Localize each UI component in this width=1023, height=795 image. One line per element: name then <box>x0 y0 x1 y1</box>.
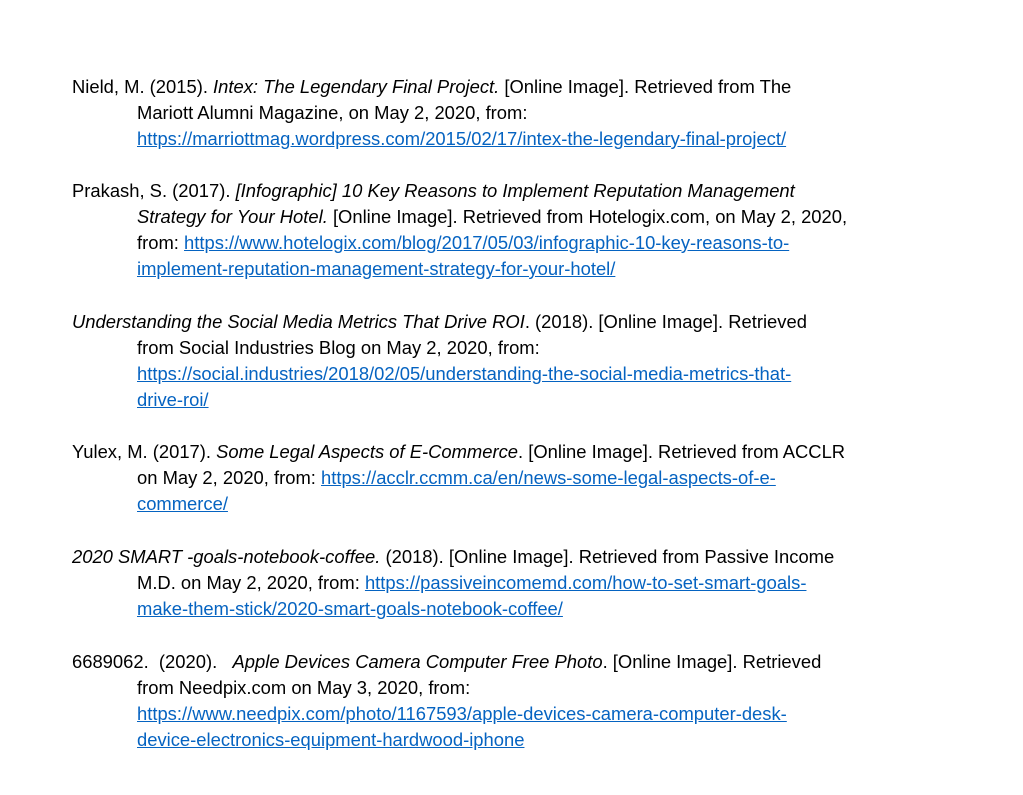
reference-link[interactable]: https://acclr.ccmm.ca/en/news-some-legal-aspects-of-e- <box>321 467 776 488</box>
reference-line <box>72 649 821 675</box>
author-year: Nield, M. (2015). <box>72 76 214 97</box>
reference-line <box>72 100 791 126</box>
reference-line <box>72 465 845 491</box>
reference-link[interactable]: https://www.hotelogix.com/blog/2017/05/03/infographic-10-key-reasons-to- <box>184 232 790 253</box>
source-text: M.D. on May 2, 2020, from: <box>137 572 365 593</box>
reference-line <box>72 387 807 413</box>
reference-link[interactable]: commerce/ <box>137 493 228 514</box>
work-title: Understanding the Social Media Metrics That Drive ROI <box>72 311 525 332</box>
reference-link[interactable]: drive-roi/ <box>137 389 209 410</box>
source-text: on May 2, 2020, from: <box>137 467 321 488</box>
work-title: Intex: The Legendary Final Project. <box>213 76 500 97</box>
source-text: . [Online Image]. Retrieved <box>602 651 822 672</box>
reference-line <box>72 335 807 361</box>
reference-line <box>72 309 807 335</box>
source-text: [Online Image]. Retrieved from The <box>499 76 792 97</box>
reference-line <box>72 74 791 100</box>
reference-link[interactable]: implement-reputation-management-strategy-for-your-hotel/ <box>137 258 616 279</box>
reference-entry <box>72 178 847 282</box>
reference-link[interactable]: make-them-stick/2020-smart-goals-notebook-coffee/ <box>137 598 563 619</box>
source-text: . [Online Image]. Retrieved from ACCLR <box>518 441 846 462</box>
source-text: [Online Image]. Retrieved from Hotelogix.com, on May 2, 2020, <box>327 206 848 227</box>
reference-line <box>72 256 847 282</box>
reference-line <box>72 570 834 596</box>
reference-line <box>72 178 847 204</box>
work-title: Strategy for Your Hotel. <box>137 206 328 227</box>
reference-line <box>72 439 845 465</box>
reference-line <box>72 491 845 517</box>
reference-entry <box>72 649 821 753</box>
source-text: (2018). [Online Image]. Retrieved from Passive Income <box>380 546 835 567</box>
reference-line <box>72 596 834 622</box>
reference-line <box>72 230 847 256</box>
work-title: 2020 SMART -goals-notebook-coffee. <box>72 546 381 567</box>
reference-line <box>72 727 821 753</box>
reference-entry <box>72 74 791 152</box>
reference-line <box>72 544 834 570</box>
reference-line <box>72 675 821 701</box>
reference-link[interactable]: device-electronics-equipment-hardwood-iphone <box>137 729 525 750</box>
reference-entry <box>72 544 834 622</box>
reference-link[interactable]: https://marriottmag.wordpress.com/2015/02/17/intex-the-legendary-final-project/ <box>137 128 787 149</box>
work-title: Apple Devices Camera Computer Free Photo <box>232 651 603 672</box>
reference-link[interactable]: https://passiveincomemd.com/how-to-set-smart-goals- <box>364 572 807 593</box>
source-text: . (2018). [Online Image]. Retrieved <box>524 311 807 332</box>
reference-entry <box>72 439 845 517</box>
work-title: Some Legal Aspects of E-Commerce <box>216 441 519 462</box>
reference-link[interactable]: https://social.industries/2018/02/05/understanding-the-social-media-metrics-that- <box>137 363 792 384</box>
reference-link[interactable]: https://www.needpix.com/photo/1167593/apple-devices-camera-computer-desk- <box>137 703 787 724</box>
reference-line <box>72 361 807 387</box>
reference-line <box>72 701 821 727</box>
source-text: from: <box>137 232 185 253</box>
reference-line <box>72 204 847 230</box>
source-text: from Needpix.com on May 3, 2020, from: <box>137 677 471 698</box>
reference-entry <box>72 309 807 413</box>
work-title: [Infographic] 10 Key Reasons to Implement Reputation Management <box>235 180 795 201</box>
reference-line <box>72 126 791 152</box>
source-text: from Social Industries Blog on May 2, 2020, from: <box>137 337 540 358</box>
source-text: Mariott Alumni Magazine, on May 2, 2020, from: <box>137 102 528 123</box>
author-year: Prakash, S. (2017). <box>72 180 236 201</box>
author-year: 6689062. (2020). <box>72 651 233 672</box>
author-year: Yulex, M. (2017). <box>72 441 217 462</box>
